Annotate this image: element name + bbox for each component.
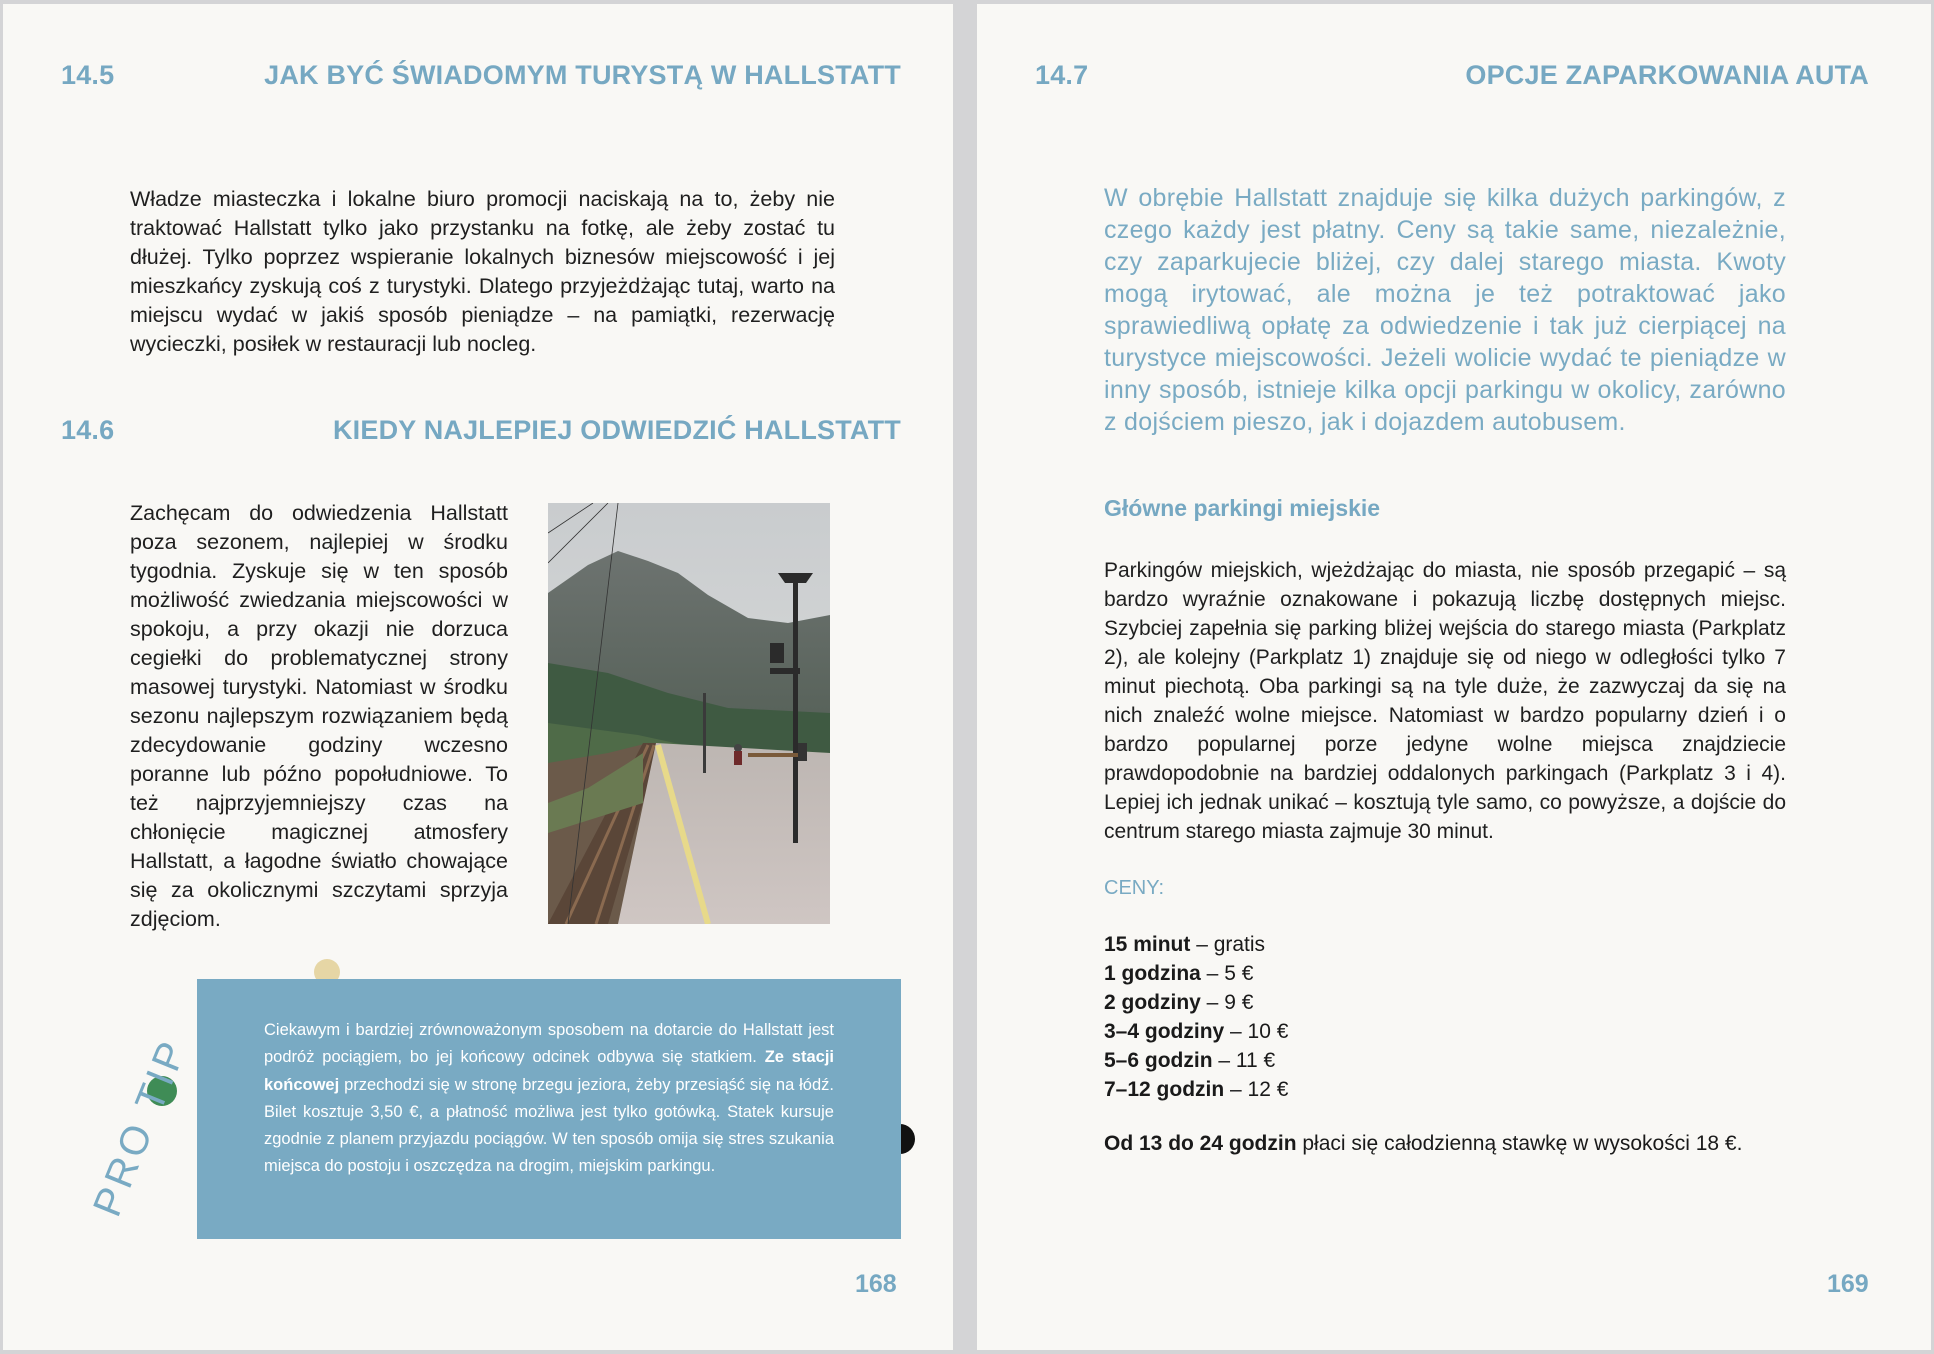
price-row: [1104, 988, 1288, 1017]
right-page: [977, 4, 1931, 1350]
railway-station-photo: [548, 503, 830, 924]
section-14-5-number: 14.5: [61, 60, 115, 90]
price-value: – 12 €: [1224, 1078, 1289, 1101]
section-14-5-body: Władze miasteczka i lokalne biuro promocji naciskają na to, żeby nie traktować Hallstatt tylko jako przystanku na fotkę, ale żeby zostać tu dłużej. Tylko poprzez wspieranie lokalnych biznesów miejscowość i jej mieszkańcy zyskują coś z turystyki. Dlatego przyjeżdżając tutaj, warto na miejscu wydać w jakiś sposób pieniądze – na pamiątki, rezerwację wycieczki, posiłek w restauracji lub nocleg.: [130, 187, 835, 356]
pro-tip-label: PRO TIP: [85, 1032, 196, 1223]
price-row: [1104, 1017, 1288, 1046]
price-list: [1104, 930, 1288, 1104]
full-day-price-note: Od 13 do 24 godzin płaci się całodzienną stawkę w wysokości 18 €.: [1104, 1132, 1743, 1155]
parking-heading: Główne parkingi miejskie: [1104, 495, 1381, 521]
price-value: – 9 €: [1200, 991, 1254, 1014]
section-14-7-title: OPCJE ZAPARKOWANIA AUTA: [1465, 60, 1869, 90]
section-14-6-body: Zachęcam do odwiedzenia Hallstatt poza sezonem, najlepiej w środku tygodnia. Zyskuje się w ten sposób możliwość zwiedzania miejscowości w spokoju, a przy okazji nie dorzuca cegiełki do problematycznej strony masowej turystyki. Natomiast w środku sezonu najlepszym rozwiązaniem będą zdecydowanie godziny wczesno poranne lub późno popołudniowe. To też najprzyjemniejszy czas na chłonięcie magicznej atmosfery Hallstatt, a łagodne światło chowające się za okolicznymi szczytami sprzyja zdjęciom.: [130, 501, 508, 931]
price-duration: 2 godziny: [1104, 991, 1201, 1014]
prices-label: CENY:: [1104, 877, 1165, 899]
section-14-7-number: 14.7: [1035, 60, 1089, 90]
page-number-left: 168: [855, 1270, 897, 1298]
pro-tip-bold: Ze stacji końcowej: [264, 1048, 834, 1094]
page-number-right: 169: [1827, 1270, 1869, 1298]
pro-tip-box: [197, 979, 901, 1239]
price-value: – 11 €: [1212, 1049, 1276, 1072]
price-duration: 15 minut: [1104, 933, 1191, 956]
price-duration: 5–6 godzin: [1104, 1049, 1213, 1072]
price-duration: 1 godzina: [1104, 962, 1201, 985]
section-14-7-lead: W obrębie Hallstatt znajduje się kilka dużych parkingów, z czego każdy jest płatny. Ceny są takie same, niezależnie, czy zaparkujecie bliżej, czy dalej starego miasta. Kwoty mogą irytować, ale można je też potraktować jako sprawiedliwą opłatę za odwiedzenie i tak już cierpiącej na turystyce miejscowości. Jeżeli wolicie wydać te pieniądze w inny sposób, istnieje kilka opcji parkingu w okolicy, zarówno z dojściem pieszo, jak i dojazdem autobusem.: [1104, 184, 1786, 436]
price-value: – 5 €: [1200, 962, 1254, 985]
section-14-6-title: KIEDY NAJLEPIEJ ODWIEDZIĆ HALLSTATT: [332, 415, 901, 445]
pro-tip-text: Ciekawym i bardziej zrównoważonym sposobem na dotarcie do Hallstatt jest podróż pociągiem, bo jej końcowy odcinek odbywa się statkiem. Ze stacji końcowej przechodzi się w stronę brzegu jeziora, żeby przesiąść się na łódź. Bilet kosztuje 3,50 €, a płatność możliwa jest tylko gotówką. Statek kursuje zgodnie z planem przyjazdu pociągów. W ten sposób omija się stres szukania miejsca do postoju i oszczędza na drogim, miejskim parkingu.: [264, 1021, 834, 1176]
price-value: – 10 €: [1224, 1020, 1289, 1043]
price-value: – gratis: [1190, 933, 1266, 956]
price-duration: 7–12 godzin: [1104, 1078, 1225, 1101]
section-14-6-number: 14.6: [61, 415, 115, 445]
parking-body: Parkingów miejskich, wjeżdżając do miasta, nie sposób przegapić – są bardzo wyraźnie oznakowane i pokazują liczbę dostępnych miejsc. Szybciej zapełnia się parking bliżej wejścia do starego miasta (Parkplatz 2), ale kolejny (Parkplatz 1) znajduje się od niego w odległości tylko 7 minut piechotą. Oba parkingi są na tyle duże, że zazwyczaj da się na nich znaleźć wolne miejsce. Natomiast w bardzo popularny dzień i o bardzo popularnej porze jedyne wolne miejsca znajdziecie prawdopodobnie na bardziej oddalonych parkingach (Parkplatz 3 i 4). Lepiej ich jednak unikać – kosztują tyle samo, co powyższe, a dojście do centrum starego miasta zajmuje 30 minut.: [1104, 559, 1786, 843]
left-page: [3, 4, 953, 1350]
price-row: [1104, 1046, 1288, 1075]
price-row: [1104, 930, 1288, 959]
price-row: [1104, 1075, 1288, 1104]
price-duration: 3–4 godziny: [1104, 1020, 1225, 1043]
section-14-5-title: JAK BYĆ ŚWIADOMYM TURYSTĄ W HALLSTATT: [264, 60, 901, 90]
price-row: [1104, 959, 1288, 988]
